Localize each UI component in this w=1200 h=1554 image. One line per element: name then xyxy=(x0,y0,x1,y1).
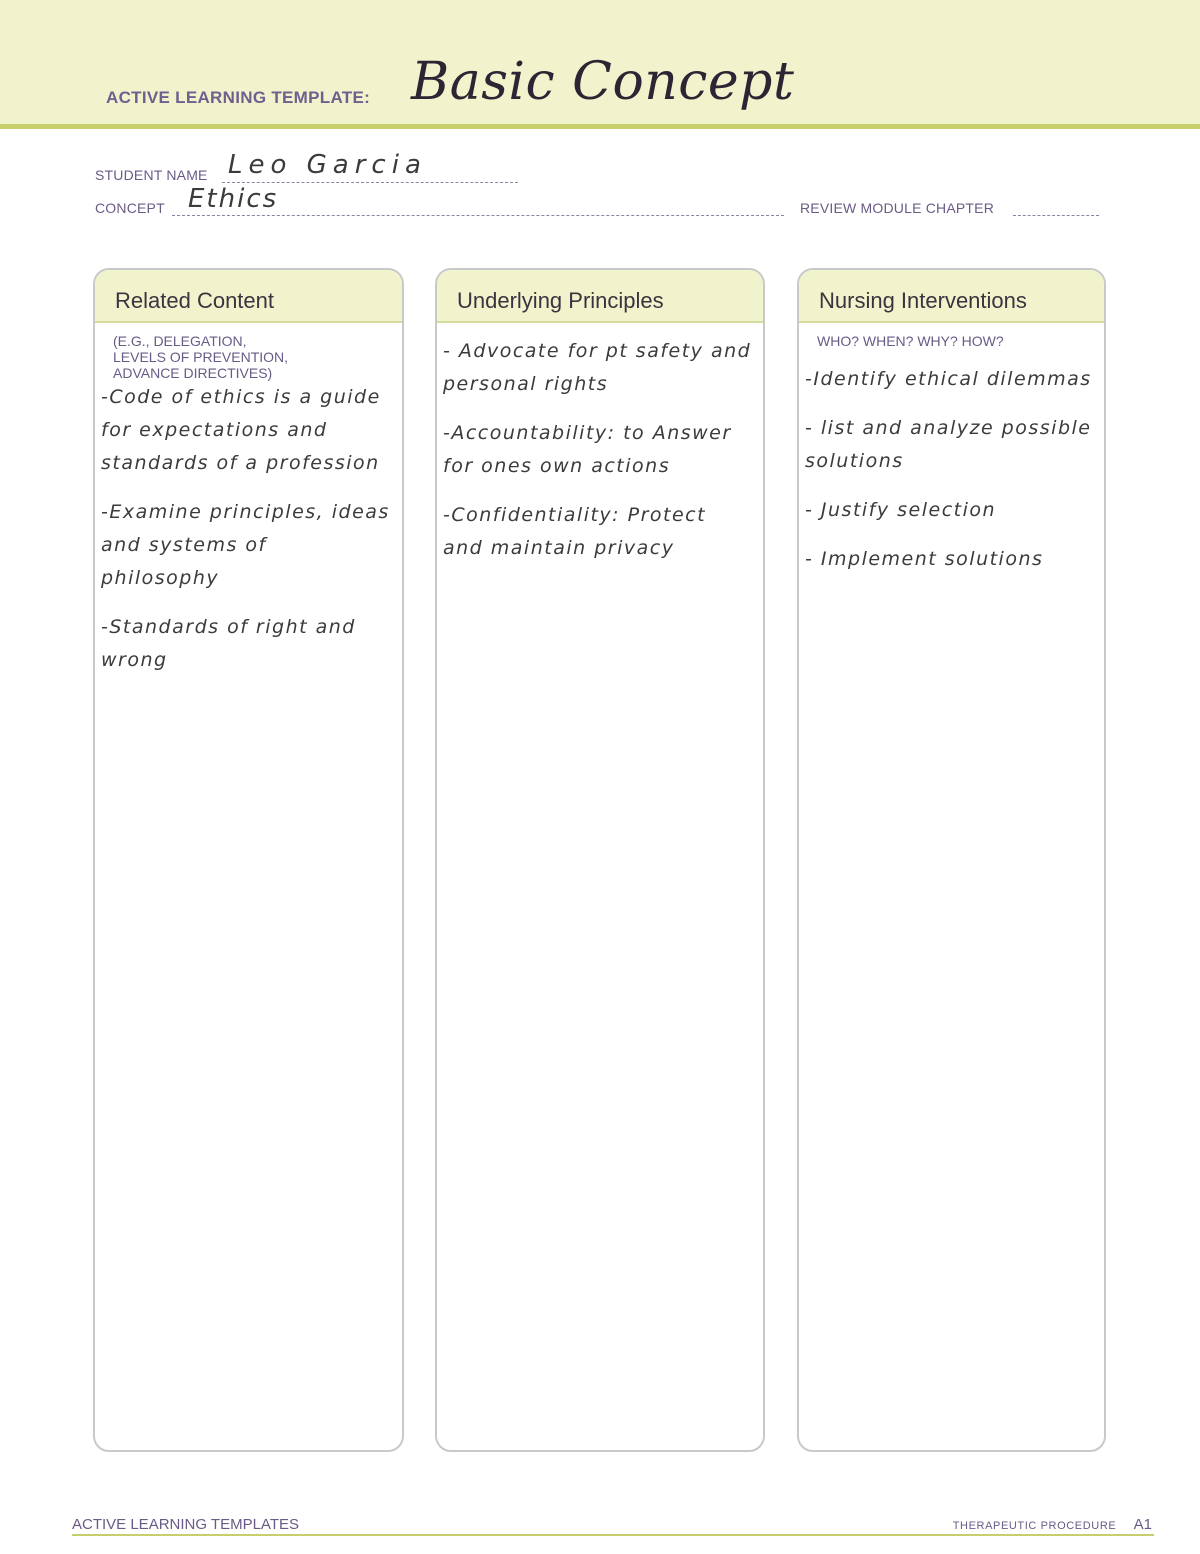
student-name-label: STUDENT NAME xyxy=(95,167,208,183)
panel-title: Related Content xyxy=(95,270,402,323)
header-divider xyxy=(0,124,1200,129)
panel-underlying-principles xyxy=(435,268,765,1452)
panel-subtitle: (E.G., DELEGATION, LEVELS OF PREVENTION, ADVANCE DIRECTIVES) xyxy=(113,333,289,381)
list-item[interactable]: -Code of ethics is a guide for expectations and standards of a profession xyxy=(101,386,381,474)
concept-line xyxy=(172,215,784,216)
panel-title: Nursing Interventions xyxy=(799,270,1104,323)
list-item[interactable]: - list and analyze possible solutions xyxy=(805,417,1092,472)
panel-related-content xyxy=(93,268,404,1452)
list-item[interactable]: -Confidentiality: Protect and maintain privacy xyxy=(443,504,707,559)
panel-title: Underlying Principles xyxy=(437,270,763,323)
template-label: ACTIVE LEARNING TEMPLATE: xyxy=(106,88,371,107)
list-item[interactable]: -Identify ethical dilemmas xyxy=(805,368,1092,390)
concept-field[interactable]: Ethics xyxy=(188,184,279,214)
entry-list xyxy=(437,335,763,565)
list-item[interactable]: -Standards of right and wrong xyxy=(101,616,356,671)
list-item[interactable]: -Accountability: to Answer for ones own actions xyxy=(443,422,732,477)
footer-page-code: A1 xyxy=(1133,1516,1152,1533)
page-title: Basic Concept xyxy=(411,52,795,112)
review-module-label: REVIEW MODULE CHAPTER xyxy=(800,200,994,216)
list-item[interactable]: - Implement solutions xyxy=(805,548,1044,570)
footer-section-label: THERAPEUTIC PROCEDURE xyxy=(952,1520,1117,1532)
list-item[interactable]: -Examine principles, ideas and systems of philosophy xyxy=(101,501,390,589)
panel-nursing-interventions xyxy=(797,268,1106,1452)
footer-right xyxy=(953,1516,1152,1533)
list-item[interactable]: - Justify selection xyxy=(805,499,997,521)
concept-label: CONCEPT xyxy=(95,200,165,216)
footer-left-label: ACTIVE LEARNING TEMPLATES xyxy=(72,1516,299,1533)
review-module-line xyxy=(1013,215,1099,216)
student-name-line xyxy=(222,182,518,183)
list-item[interactable]: - Advocate for pt safety and personal rights xyxy=(443,340,752,395)
student-name-field[interactable]: Leo Garcia xyxy=(228,150,427,180)
panel-subtitle: WHO? WHEN? WHY? HOW? xyxy=(817,333,1004,349)
entry-list xyxy=(799,363,1104,576)
footer-divider xyxy=(72,1534,1154,1536)
entry-list xyxy=(95,381,402,677)
